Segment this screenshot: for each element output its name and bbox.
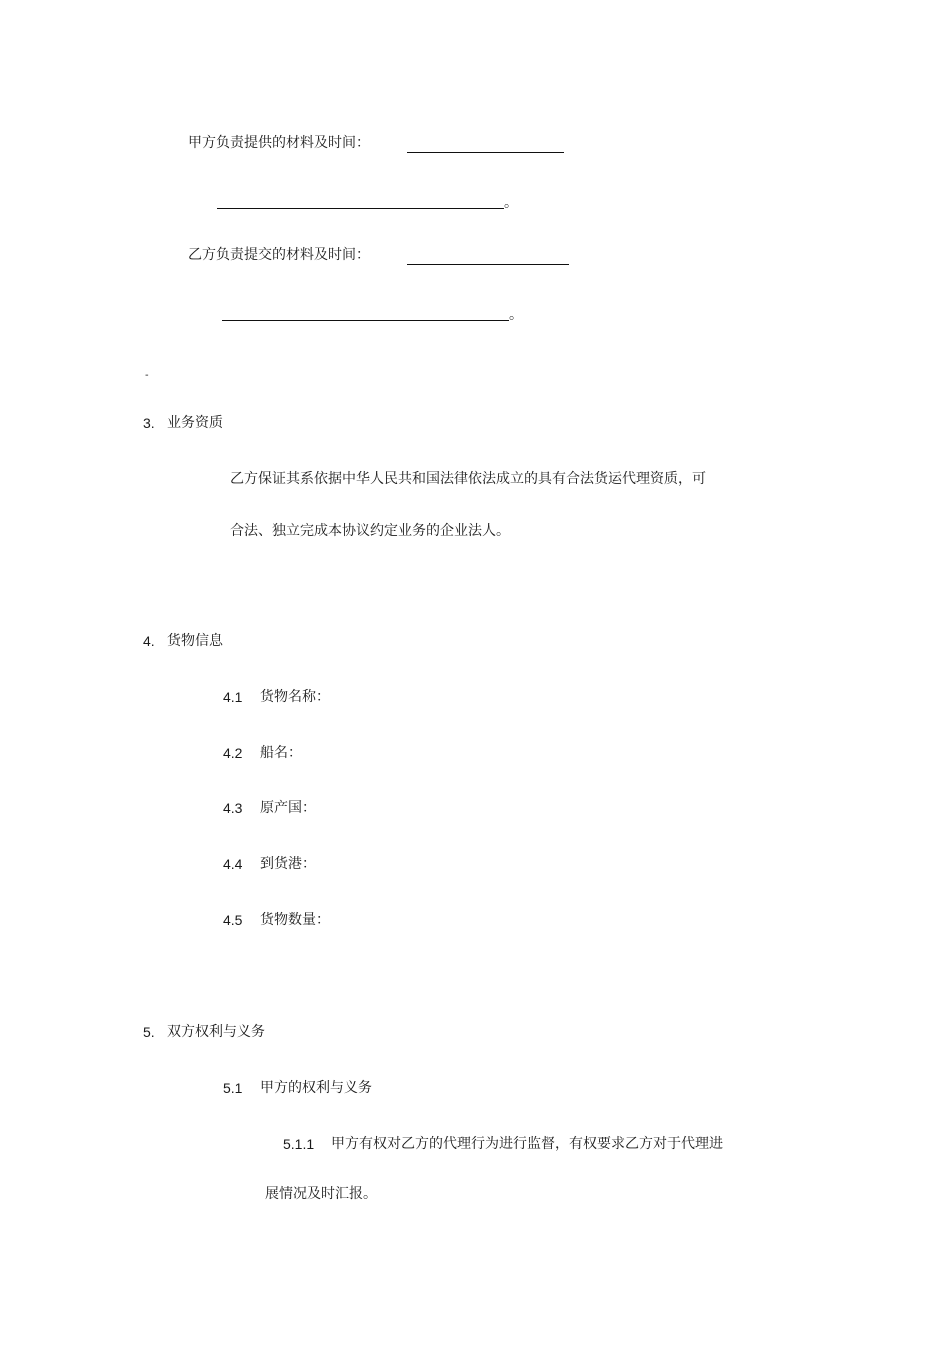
cargo-item-number: 4.1 (223, 689, 243, 705)
subsection-5-1-title: 甲方的权利与义务 (260, 1080, 372, 1096)
party-a-materials-blank-2 (217, 208, 504, 209)
party-b-materials-blank (407, 264, 569, 265)
party-a-materials-label: 甲方负责提供的材料及时间： (188, 135, 370, 151)
section-5-title: 双方权利与义务 (167, 1024, 265, 1040)
cargo-item-number: 4.2 (223, 745, 243, 761)
clause-5-1-1-line-2: 展情况及时汇报。 (265, 1186, 377, 1202)
clause-5-1-1-number: 5.1.1 (283, 1136, 315, 1152)
section-3-number: 3. (143, 415, 155, 431)
clause-5-1-1-line-1: 甲方有权对乙方的代理行为进行监督，有权要求乙方对于代理进 (331, 1136, 723, 1152)
party-b-materials-label: 乙方负责提交的材料及时间： (188, 247, 370, 263)
section-4-title: 货物信息 (167, 633, 223, 649)
cargo-item-label: 货物数量： (260, 912, 330, 928)
party-b-materials-blank-2 (222, 320, 509, 321)
section-5-number: 5. (143, 1024, 155, 1040)
party-b-materials-end: 。 (509, 307, 523, 323)
subsection-5-1-number: 5.1 (223, 1080, 243, 1096)
cargo-item-number: 4.4 (223, 856, 243, 872)
cargo-item-number: 4.3 (223, 800, 243, 816)
cargo-item-number: 4.5 (223, 912, 243, 928)
cargo-item-label: 货物名称： (260, 689, 330, 705)
cargo-item-label: 到货港： (260, 856, 316, 872)
section-3-paragraph-line-1: 乙方保证其系依据中华人民共和国法律依法成立的具有合法货运代理资质，可 (230, 471, 706, 487)
section-3-title: 业务资质 (167, 415, 223, 431)
page-separator-mark: - (145, 370, 149, 381)
cargo-item-label: 船名： (260, 745, 302, 761)
section-4-number: 4. (143, 633, 155, 649)
cargo-item-label: 原产国： (260, 800, 316, 816)
party-a-materials-blank (407, 152, 564, 153)
section-3-paragraph-line-2: 合法、独立完成本协议约定业务的企业法人。 (230, 523, 510, 539)
party-a-materials-end: 。 (504, 195, 518, 211)
